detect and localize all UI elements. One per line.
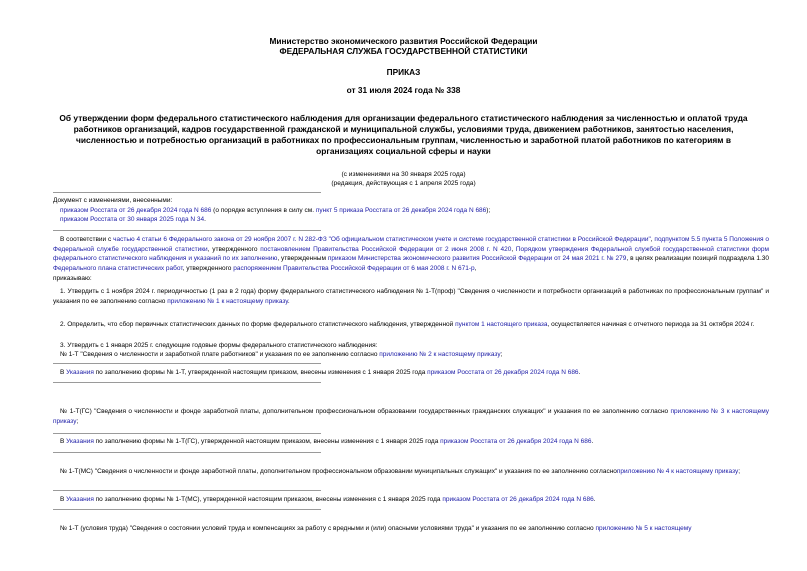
amendment-item: приказом Росстата от 30 января 2025 года N 34. [60,216,206,224]
divider [53,230,321,231]
appendix-link[interactable]: приложению № 1 к настоящему приказу [167,297,288,305]
law-link[interactable]: частью 4 статьи 6 Федерального закона от 29 ноября 2007 г. N 282-ФЗ "Об официальном статистическом учете и системе государственной статистики в Российской Федерации" [113,236,651,243]
law-link[interactable]: Федерального плана статистических работ [53,264,183,272]
instructions-link[interactable]: Указания [66,369,94,376]
appendix-link[interactable]: приложению № 5 к настоящему [595,525,692,532]
law-link[interactable]: Порядком утверждения Федеральной службой государственной статистики форм федерального статистического наблюдения и указаний по их заполнению [53,245,769,263]
paragraph-1: 1. Утвердить с 1 ноября 2024 г. периодичностью (1 раз в 2 года) форму федерального статистического наблюдения № 1-Т(проф) "Сведения о численности и потребности организаций в работниках по профессиональным группам" и указания по ее заполнению согласно приложению № 1 к настоящему приказу. [53,288,769,305]
amendment-link[interactable]: пункт 5 приказа Росстата от 26 декабря 2024 года N 686 [315,206,487,214]
law-link[interactable]: постановлением Правительства Российской Федерации от 2 июня 2008 г. N 420 [260,245,512,253]
form-item-1-t-conditions: № 1-Т (условия труда) "Сведения о состоянии условий труда и компенсациях за работу с вредными и (или) опасными условиями труда" и указания по ее заполнению согласно приложению № 5 к настоящему [60,525,692,532]
appendix-link[interactable]: приложению № 2 к настоящему приказу [379,351,501,358]
amendment-link[interactable]: приказом Росстата от 26 декабря 2024 года N 686 [442,496,594,503]
form-item-1-t-gs: № 1-Т(ГС) "Сведения о численности и фонде заработной платы, дополнительном профессиональном образовании государственных гражданских служащих" и указания по ее заполнению согласно приложению № 3 к настоящему приказу; [53,408,770,425]
amendment-link[interactable]: приказом Росстата от 26 декабря 2024 года N 686 [60,206,212,214]
divider [53,433,321,434]
law-link[interactable]: подпунктом 5.5 пункта 5 Положения о Федеральной службе государственной статистики [53,236,769,253]
amendments-intro: Документ с изменениями, внесенными: [53,197,173,204]
preamble: В соответствии с частью 4 статьи 6 Федерального закона от 29 ноября 2007 г. N 282-ФЗ "Об официальном статистическом учете и системе государственной статистики в Российской Федерации", подпунктом 5.5 пункта 5 Положения о Федеральной службе государственной статистики, утвержденного постановлением Правительства Российской Федерации от 2 июня 2008 г. N 420, Порядком утверждения Федеральной службой государственной статистики форм федерального статистического наблюдения и указаний по их заполнению, утвержденным приказом Министерства экономического развития Российской Федерации от 24 мая 2021 г. № 279, в целях реализации позиций подраздела 1.30 Федерального плана статистических работ, утвержденного распоряжением Правительства Российской Федерации от 6 мая 2008 г. N 671-р, [53,236,770,272]
order-word: приказываю: [53,275,92,282]
edition-changes: (с изменениями на 30 января 2025 года) [341,171,466,178]
amendment-link[interactable]: приказом Росстата от 26 декабря 2024 года N 686 [440,438,592,445]
form-item-1-t-ms: № 1-Т(МС) "Сведения о численности и фонде заработной платы, дополнительном профессиональном образовании муниципальных служащих" и указания по ее заполнению согласноприложению № 4 к настоящему приказу; [60,468,741,475]
divider [53,490,321,491]
instructions-link[interactable]: Указания [66,496,94,503]
amendment-item: приказом Росстата от 26 декабря 2024 года N 686 (о порядке вступления в силу см. пункт 5 приказа Росстата от 26 декабря 2024 года N 686); [60,206,491,214]
instructions-link[interactable]: Указания [66,438,94,445]
divider [53,452,321,453]
document-type: ПРИКАЗ [386,67,421,77]
form-note-1-t: В Указания по заполнению формы № 1-Т, утвержденной настоящим приказом, внесены изменения с 1 января 2025 года приказом Росстата от 26 декабря 2024 года N 686. [60,369,581,376]
service-name: ФЕДЕРАЛЬНАЯ СЛУЖБА ГОСУДАРСТВЕННОЙ СТАТИСТИКИ [279,46,528,56]
document-title: Об утверждении форм федерального статистического наблюдения для организации федерального статистического наблюдения за численностью и оплатой труда работников организаций, кадров государственной гражданской и муниципальной службы, условиями труда, движением работников, занятостью населения, численностью и потребностью организаций в работниках по профессиональным группам, численностью и заработной платой работников по категориям в организациях социальной сферы и науки [59,113,748,156]
amendments-block [53,196,769,225]
divider [53,382,321,383]
amendment-link[interactable]: приказом Росстата от 30 января 2025 года N 34 [60,216,205,224]
divider [53,509,321,510]
divider [53,192,321,193]
law-link[interactable]: распоряжением Правительства Российской Федерации от 6 мая 2008 г. N 671-р [233,264,475,272]
amendment-link[interactable]: приказом Росстата от 26 декабря 2024 года N 686 [427,369,579,376]
law-link[interactable]: приказом Министерства экономического развития Российской Федерации от 24 мая 2021 г. № 279 [327,255,627,263]
form-note-1-t-gs: В Указания по заполнению формы № 1-Т(ГС), утвержденной настоящим приказом, внесены изменения с 1 января 2025 года приказом Росстата от 26 декабря 2024 года N 686. [60,438,594,445]
form-note-1-t-ms: В Указания по заполнению формы № 1-Т(МС), утвержденной настоящим приказом, внесены изменения с 1 января 2025 года приказом Росстата от 26 декабря 2024 года N 686. [60,496,596,503]
form-item-1-t: № 1-Т "Сведения о численности и заработной плате работников" и указания по ее заполнению согласно приложению № 2 к настоящему приказу; [60,351,503,358]
paragraph-3: 3. Утвердить с 1 января 2025 г. следующие годовые формы федерального статистического наблюдения: [60,342,378,349]
document-date-number: от 31 июля 2024 года № 338 [346,85,461,95]
appendix-link[interactable]: приложению № 3 к настоящему приказу [53,408,770,425]
ministry-name: Министерство экономического развития Российской Федерации [269,36,538,46]
paragraph-2: 2. Определить, что сбор первичных статистических данных по форме федерального статистического наблюдения, утвержденной пунктом 1 настоящего приказа, осуществляется начиная с отчетного периода за 31 октября 2024 г. [60,321,755,328]
edition-version: (редакция, действующая с 1 апреля 2025 года) [331,180,476,187]
appendix-link[interactable]: приложению № 4 к настоящему приказу [616,468,739,475]
clause-link[interactable]: пунктом 1 настоящего приказа [455,321,548,328]
divider [53,363,321,364]
